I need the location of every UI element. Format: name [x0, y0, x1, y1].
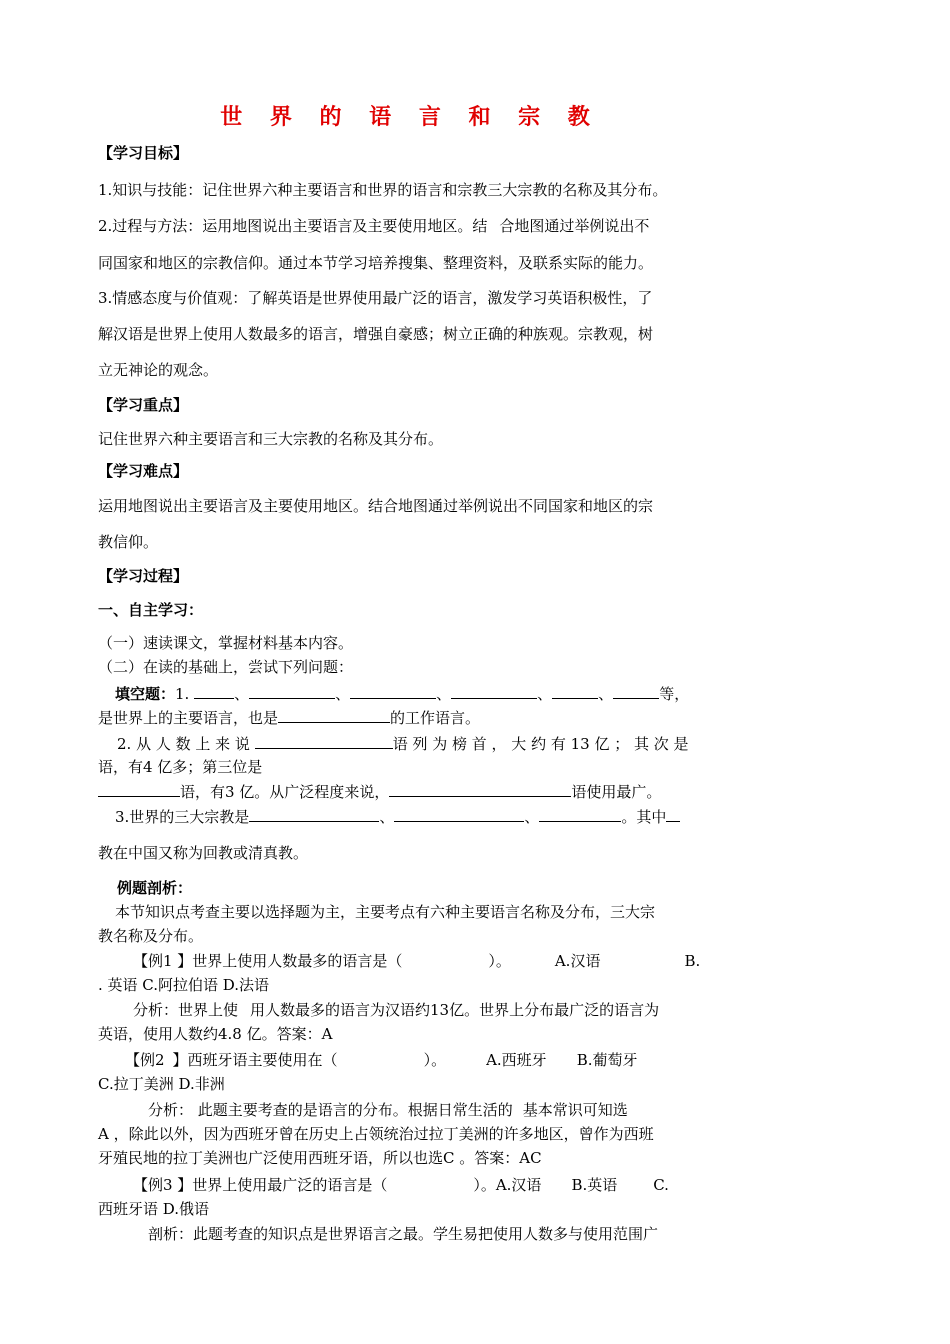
goal-2-part-a: 2.过程与方法：运用地图说出主要语言及主要使用地区。结 — [98, 217, 488, 235]
ex2-option-b: B.葡萄牙 — [576, 1051, 638, 1069]
ex2-close: ）。 — [423, 1051, 447, 1069]
blank[interactable] — [613, 683, 659, 699]
fill-q3-text-a: 3.世界的三大宗教是 — [115, 808, 250, 826]
blank[interactable] — [249, 683, 335, 699]
blank[interactable] — [552, 683, 598, 699]
blank[interactable] — [666, 806, 680, 822]
goal-2-line-2: 同国家和地区的宗教信仰。通过本节学习培养搜集、整理资料，及联系实际的能力。 — [98, 254, 654, 272]
example-3-question — [133, 1175, 669, 1195]
ex2-option-a: A.西班牙 — [486, 1051, 547, 1069]
example-1-analysis-line-2: 英语，使用人数约4.8 亿。答案：A — [98, 1025, 333, 1043]
difficulties-line-1: 运用地图说出主要语言及主要使用地区。结合地图通过举例说出不同国家和地区的宗 — [98, 497, 654, 515]
fill-q2-line-1 — [117, 733, 689, 754]
ex2-label: 【例2 — [125, 1051, 165, 1069]
fill-q1-line-2 — [98, 707, 480, 728]
fill-q3-line-1 — [115, 806, 680, 827]
page-title: 世 界 的 语 言 和 宗 教 — [220, 105, 600, 130]
examples-intro-line-1: 本节知识点考查主要以选择题为主，主要考点有六种主要语言名称及分布，三大宗 — [115, 903, 656, 921]
ex1-question-text: 【例1 】世界上使用人数最多的语言是（ — [133, 952, 403, 970]
ex2-analysis-b: 基本常识可知选 — [522, 1101, 628, 1119]
fill-q2-text-b: 语 列 为 榜 首 ， 大 约 有 13 亿 ； 其 次 是 — [392, 735, 689, 753]
goal-3-line-2: 解汉语是世界上使用人数最多的语言，增强自豪感；树立正确的种族观。宗教观，树 — [98, 325, 654, 343]
self-study-heading: 一、自主学习： — [98, 601, 204, 619]
blank[interactable] — [394, 806, 524, 822]
fill-q2-text-d: 语使用最广。 — [571, 783, 662, 801]
goal-2-line-1 — [98, 216, 649, 236]
fill-q3-line-2: 教在中国又称为回教或清真教。 — [98, 844, 309, 862]
key-points-heading: 【学习重点】 — [98, 396, 189, 414]
ex1-close: ）。 — [488, 952, 511, 970]
fill-q2-text-c: 语，有3 亿。从广泛程度来说， — [180, 783, 390, 801]
blank[interactable] — [194, 683, 234, 699]
separator: 、 — [537, 685, 553, 703]
key-points-text: 记住世界六种主要语言和三大宗教的名称及其分布。 — [98, 430, 444, 448]
fill-label: 填空题： — [115, 685, 176, 703]
separator: 、 — [598, 685, 614, 703]
ex1-option-b: B. — [684, 952, 701, 970]
blank[interactable] — [278, 707, 390, 723]
separator: 、 — [234, 685, 250, 703]
blank[interactable] — [98, 781, 180, 797]
fill-q1-end: 等， — [659, 685, 690, 703]
blank[interactable] — [539, 806, 621, 822]
ex3-question-text: 【例3 】世界上使用最广泛的语言是（ — [133, 1176, 388, 1194]
goal-1: 1.知识与技能：记住世界六种主要语言和世界的语言和宗教三大宗教的名称及其分布。 — [98, 181, 668, 199]
separator: 、 — [524, 808, 540, 826]
ex3-option-b: B.英语 — [571, 1176, 618, 1194]
fill-q2-line-2: 语，有4 亿多；第三位是 — [98, 758, 263, 776]
separator: 、 — [379, 808, 395, 826]
fill-q3-text-b: 。其中 — [621, 808, 667, 826]
example-1-question — [133, 951, 700, 971]
fill-q1-line-1 — [115, 683, 689, 704]
goals-heading: 【学习目标】 — [98, 144, 189, 162]
examples-intro-line-2: 教名称及分布。 — [98, 927, 204, 945]
fill-q1-num: 1. — [175, 685, 190, 703]
ex3-option-a: ）。A.汉语 — [473, 1176, 542, 1194]
step-2: （二）在读的基础上，尝试下列问题： — [98, 658, 354, 676]
ex1-option-a: A.汉语 — [554, 952, 601, 970]
fill-q1-text-a: 是世界上的主要语言，也是 — [98, 709, 279, 727]
examples-heading: 例题剖析： — [117, 879, 193, 897]
example-1-analysis-line-1 — [133, 1000, 659, 1020]
step-1: （一）速读课文，掌握材料基本内容。 — [98, 634, 354, 652]
blank[interactable] — [350, 683, 436, 699]
ex3-option-c: C. — [653, 1176, 669, 1194]
example-3-options: 西班牙语 D.俄语 — [98, 1200, 210, 1218]
ex1-analysis-a: 分析：世界上使 — [133, 1001, 239, 1019]
ex2-analysis-a: 分析： 此题主要考查的是语言的分布。根据日常生活的 — [148, 1101, 513, 1119]
example-2-analysis-line-1 — [148, 1100, 628, 1120]
blank[interactable] — [249, 806, 379, 822]
example-2-analysis-line-3: 牙殖民地的拉丁美洲也广泛使用西班牙语，所以也选C 。答案：AC — [98, 1149, 542, 1167]
difficulties-heading: 【学习难点】 — [98, 462, 189, 480]
example-2-analysis-line-2: A ，除此以外，因为西班牙曾在历史上占领统治过拉丁美洲的许多地区，曾作为西班 — [98, 1125, 654, 1143]
goal-3-line-1: 3.情感态度与价值观：了解英语是世界使用最广泛的语言，激发学习英语积极性，了 — [98, 289, 653, 307]
example-2-question — [125, 1050, 637, 1070]
example-1-options: . 英语 C.阿拉伯语 D.法语 — [98, 976, 270, 994]
fill-q2-text-a: 2. 从 人 数 上 来 说 — [117, 735, 250, 753]
process-heading: 【学习过程】 — [98, 567, 189, 585]
blank[interactable] — [389, 781, 571, 797]
example-3-analysis: 剖析：此题考查的知识点是世界语言之最。学生易把使用人数多与使用范围广 — [148, 1225, 659, 1243]
blank[interactable] — [255, 733, 393, 749]
difficulties-line-2: 教信仰。 — [98, 533, 159, 551]
goal-2-part-b: 合地图通过举例说出不 — [499, 217, 650, 235]
ex1-analysis-b: 用人数最多的语言为汉语约13亿。世界上分布最广泛的语言为 — [250, 1001, 660, 1019]
ex2-question-text: 】西班牙语主要使用在（ — [172, 1051, 338, 1069]
separator: 、 — [335, 685, 351, 703]
blank[interactable] — [451, 683, 537, 699]
separator: 、 — [436, 685, 452, 703]
goal-3-line-3: 立无神论的观念。 — [98, 361, 219, 379]
fill-q2-line-3 — [98, 781, 661, 802]
fill-q1-text-b: 的工作语言。 — [390, 709, 481, 727]
example-2-options: C.拉丁美洲 D.非洲 — [98, 1075, 225, 1093]
